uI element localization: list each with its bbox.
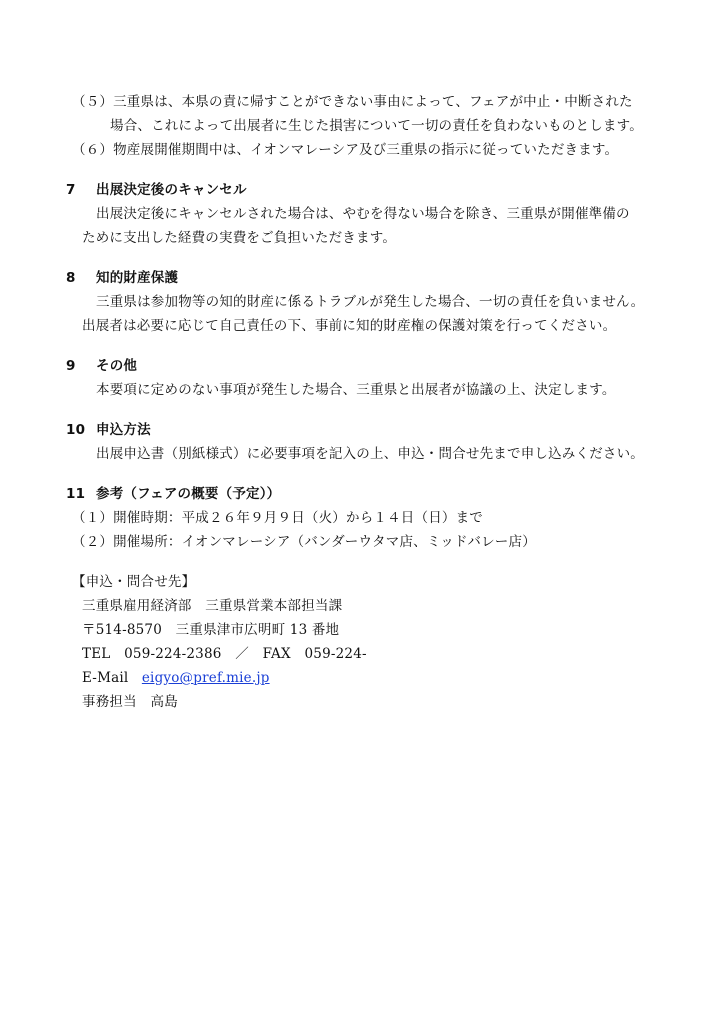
section-9-heading <box>66 357 137 375</box>
section-7-number: 7 <box>66 182 76 198</box>
section-9-title: その他 <box>96 358 138 374</box>
item5-line1: （５）三重県は、本県の責に帰すことができない事由によって、フェアが中止・中断された <box>72 94 633 110</box>
section-10-number: 10 <box>66 422 86 438</box>
section-11-number: 11 <box>66 486 86 502</box>
section-7-line1: 出展決定後にキャンセルされた場合は、やむを得ない場合を除き、三重県が開催準備の <box>96 206 630 222</box>
section-11-line1: （１）開催時期：平成２６年９月９日（火）から１４日（日）まで <box>72 510 483 526</box>
contact-department: 三重県雇用経済部 三重県営業本部担当課 <box>82 598 343 614</box>
section-10-line1: 出展申込書（別紙様式）に必要事項を記入の上、申込・問合せ先まで申し込みください。 <box>96 446 644 462</box>
section-9-line1: 本要項に定めのない事項が発生した場合、三重県と出展者が協議の上、決定します。 <box>96 382 616 398</box>
section-8-heading <box>66 269 178 287</box>
section-8-title: 知的財産保護 <box>96 270 179 286</box>
section-11-line2: （２）開催場所：イオンマレーシア（バンダーウタマ店、ミッドバレー店） <box>72 534 536 550</box>
contact-address: 〒514-8570 三重県津市広明町 13 番地 <box>82 622 340 638</box>
section-7-line2: ために支出した経費の実費をご負担いただきます。 <box>82 230 397 246</box>
section-11-heading <box>66 485 280 503</box>
contact-person: 事務担当 高島 <box>82 694 178 710</box>
contact-email-row <box>82 669 270 687</box>
section-8-number: 8 <box>66 270 76 286</box>
section-8-line1: 三重県は参加物等の知的財産に係るトラブルが発生した場合、一切の責任を負いません。 <box>96 294 645 310</box>
contact-phone-fax: TEL 059-224-2386 ／ FAX 059-224- <box>82 646 367 662</box>
email-label: E-Mail <box>82 670 129 686</box>
contact-header: 【申込・問合せ先】 <box>72 574 196 590</box>
section-8-line2: 出展者は必要に応じて自己責任の下、事前に知的財産権の保護対策を行ってください。 <box>82 318 617 334</box>
email-link[interactable]: eigyo@pref.mie.jp <box>141 670 270 686</box>
section-11-title: 参考（フェアの概要（予定）） <box>96 486 281 502</box>
section-10-heading <box>66 421 151 439</box>
section-7-heading <box>66 181 247 199</box>
item5-line2: 場合、これによって出展者に生じた損害について一切の責任を負わないものとします。 <box>110 118 643 134</box>
section-9-number: 9 <box>66 358 76 374</box>
section-10-title: 申込方法 <box>96 422 151 438</box>
section-7-title: 出展決定後のキャンセル <box>96 182 247 198</box>
item6: （６）物産展開催期間中は、イオンマレーシア及び三重県の指示に従っていただきます。 <box>72 142 619 158</box>
